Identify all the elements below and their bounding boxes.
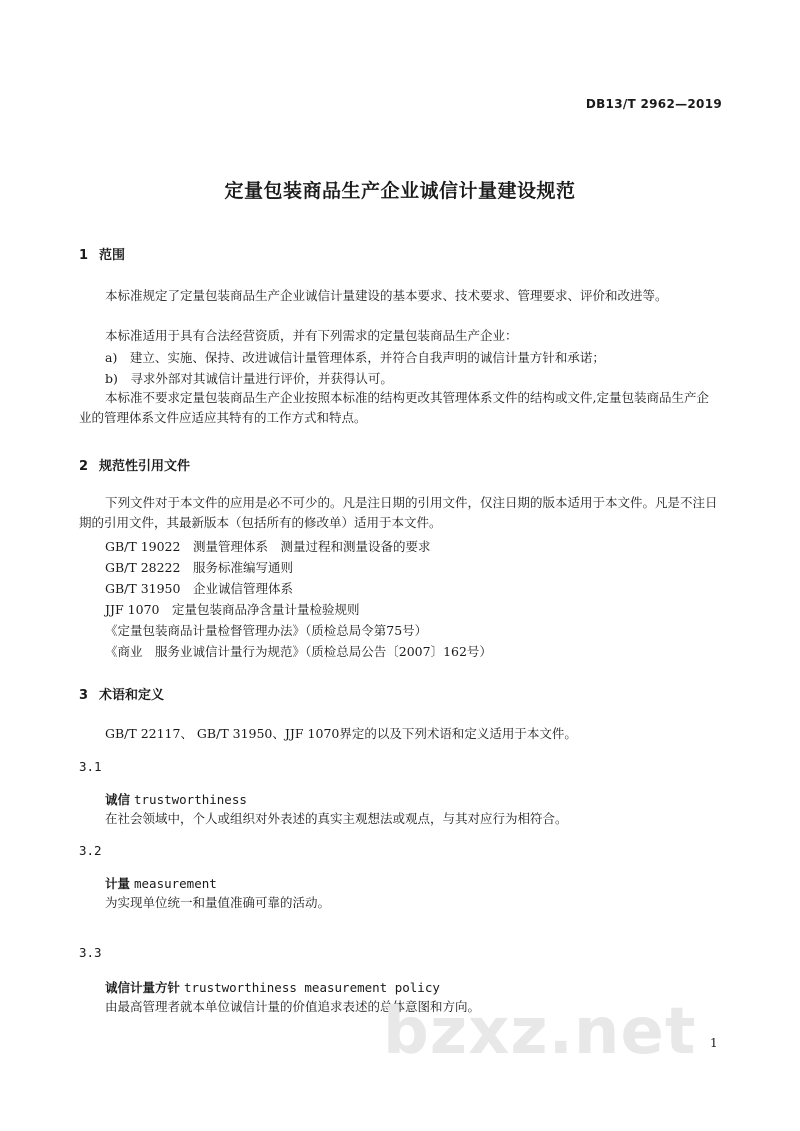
section-number: 1 [79, 248, 89, 263]
page-number: 1 [710, 1036, 718, 1050]
section-1-heading [79, 244, 125, 263]
term-definition: 由最高管理者就本单位诚信计量的价值追求表述的总体意图和方向。 [105, 999, 481, 1014]
term-number: 3.3 [79, 945, 102, 960]
term-name [105, 978, 440, 996]
term-number: 3.2 [79, 843, 102, 858]
section-title: 术语和定义 [99, 688, 165, 703]
term-definition: 为实现单位统一和量值准确可靠的活动。 [105, 895, 331, 910]
reference-item: GB/T 31950 企业诚信管理体系 [105, 581, 293, 596]
section-title: 范围 [99, 248, 126, 263]
section-number: 2 [79, 459, 89, 474]
list-item-b: b) 寻求外部对其诚信计量进行评价，并获得认可。 [105, 371, 393, 386]
section-1-paragraph-3: 本标准不要求定量包装商品生产企业按照本标准的结构更改其管理体系文件的结构或文件,定量包装商品生产企业的管理体系文件应适应其特有的工作方式和特点。 [79, 390, 709, 425]
section-title: 规范性引用文件 [99, 459, 191, 474]
section-3-heading [79, 684, 164, 703]
list-item-a: a) 建立、实施、保持、改进诚信计量管理体系，并符合自我声明的诚信计量方针和承诺； [105, 350, 605, 365]
section-1-paragraph-2: 本标准适用于具有合法经营资质，并有下列需求的定量包装商品生产企业： [105, 328, 518, 343]
term-name-en: trustworthiness [134, 792, 247, 807]
reference-item: JJF 1070 定量包装商品净含量计量检验规则 [105, 602, 360, 617]
section-2-heading [79, 455, 190, 474]
reference-item: GB/T 19022 测量管理体系 测量过程和测量设备的要求 [105, 539, 431, 554]
document-title: 定量包装商品生产企业诚信计量建设规范 [224, 180, 576, 202]
watermark: bzxz.net [383, 995, 697, 1069]
term-number: 3.1 [79, 759, 102, 774]
term-name-en: trustworthiness measurement policy [184, 980, 440, 995]
reference-item: 《定量包装商品计量检督管理办法》（质检总局令第75号） [105, 623, 428, 638]
term-name-cn: 计量 [105, 876, 131, 891]
section-number: 3 [79, 688, 89, 703]
section-2-paragraph-1: 下列文件对于本文件的应用是必不可少的。凡是注日期的引用文件，仅注日期的版本适用于本文件。凡是不注日期的引用文件，其最新版本（包括所有的修改单）适用于本文件。 [79, 495, 718, 530]
section-3-paragraph-1: GB/T 22117、 GB/T 31950、JJF 1070界定的以及下列术语和定义适用于本文件。 [105, 726, 577, 741]
reference-item: GB/T 28222 服务标准编写通则 [105, 560, 293, 575]
standard-code: DB13/T 2962—2019 [585, 97, 722, 111]
term-name [105, 874, 217, 892]
term-name-cn: 诚信 [105, 792, 131, 807]
term-name-en: measurement [134, 876, 217, 891]
section-1-paragraph-1: 本标准规定了定量包装商品生产企业诚信计量建设的基本要求、技术要求、管理要求、评价和改进等。 [105, 288, 668, 303]
term-definition: 在社会领域中，个人或组织对外表述的真实主观想法或观点，与其对应行为相符合。 [105, 811, 568, 826]
term-name-cn: 诚信计量方针 [105, 980, 181, 995]
reference-item: 《商业 服务业诚信计量行为规范》（质检总局公告〔2007〕162号） [105, 644, 492, 659]
term-name [105, 790, 247, 808]
